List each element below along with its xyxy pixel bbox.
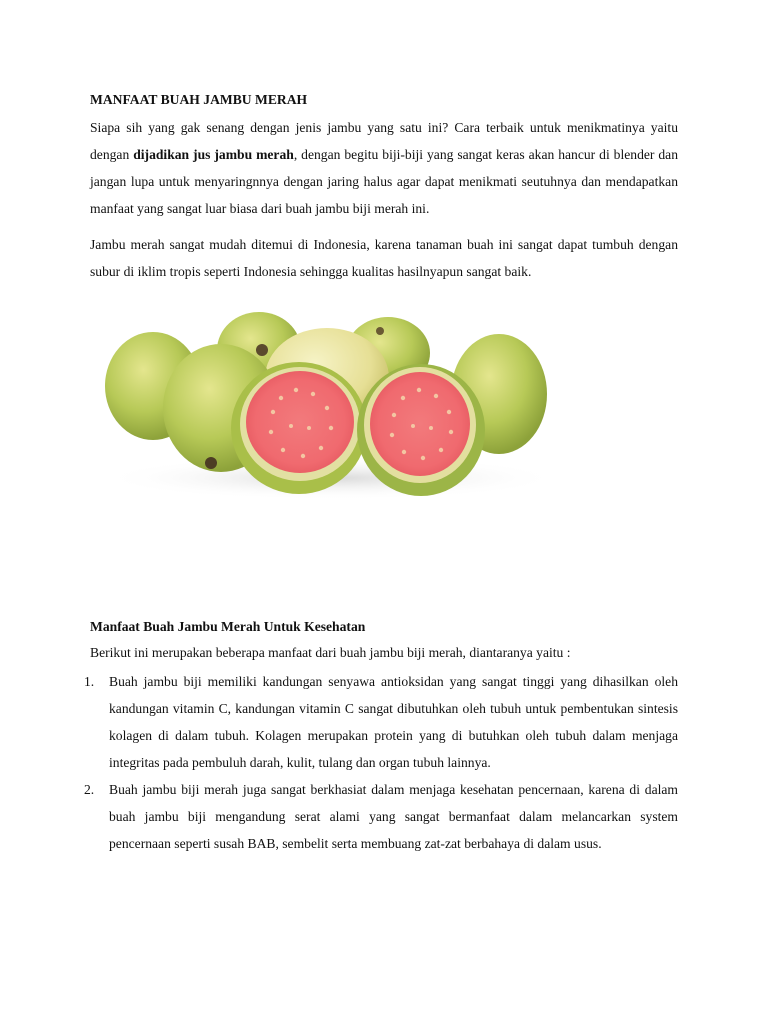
paragraph-1-text-b: , dengan begitu biji-biji yang sangat keras akan hancur di blender dan jangan lupa untuk menyaringnnya dengan jaring halus agar dapat menikmati seutuhnya dan mendapatkan manfaat yang sangat luar biasa dari buah jambu biji merah ini.: [90, 147, 678, 216]
paragraph-1: [90, 114, 678, 222]
list-item: [84, 668, 678, 776]
paragraph-1-bold: dijadikan jus jambu merah: [133, 147, 294, 162]
list-item-text: Buah jambu biji merah juga sangat berkhasiat dalam menjaga kesehatan pencernaan, karena di dalam buah jambu biji mengandung serat alami yang sangat bermanfaat dalam melancarkan system pencernaan seperti susah BAB, sembelit serta membuang zat-zat berbahaya di dalam usus.: [109, 782, 678, 851]
benefits-list: [84, 668, 678, 857]
paragraph-1-text-a: Siapa sih yang gak senang dengan jenis jambu yang satu ini? Cara terbaik untuk menikmatinya yaitu dengan: [90, 120, 678, 162]
guava-image: [91, 298, 564, 598]
document-title: MANFAAT BUAH JAMBU MERAH: [90, 92, 308, 107]
list-item: [84, 776, 678, 857]
paragraph-2-text: Jambu merah sangat mudah ditemui di Indonesia, karena tanaman buah ini sangat dapat tumbuh dengan subur di iklim tropis seperti Indonesia sehingga kualitas hasilnyapun sangat baik.: [90, 237, 678, 279]
list-item-number: 2.: [84, 782, 95, 797]
section-heading: Manfaat Buah Jambu Merah Untuk Kesehatan: [90, 619, 366, 634]
paragraph-2: [90, 231, 678, 285]
list-item-number: 1.: [84, 674, 95, 689]
guava-illustration: [91, 298, 564, 598]
section-intro: Berikut ini merupakan beberapa manfaat dari buah jambu biji merah, diantaranya yaitu :: [90, 645, 571, 660]
list-item-text: Buah jambu biji memiliki kandungan senyawa antioksidan yang sangat tinggi yang dihasilkan oleh kandungan vitamin C, kandungan vitamin C sangat dibutuhkan oleh tubuh untuk pembentukan sintesis kolagen di dalam tubuh. Kolagen merupakan protein yang di butuhkan oleh tubuh dalam menjaga integritas pada pembuluh darah, kulit, tulang dan organ tubuh lainnya.: [109, 674, 678, 770]
